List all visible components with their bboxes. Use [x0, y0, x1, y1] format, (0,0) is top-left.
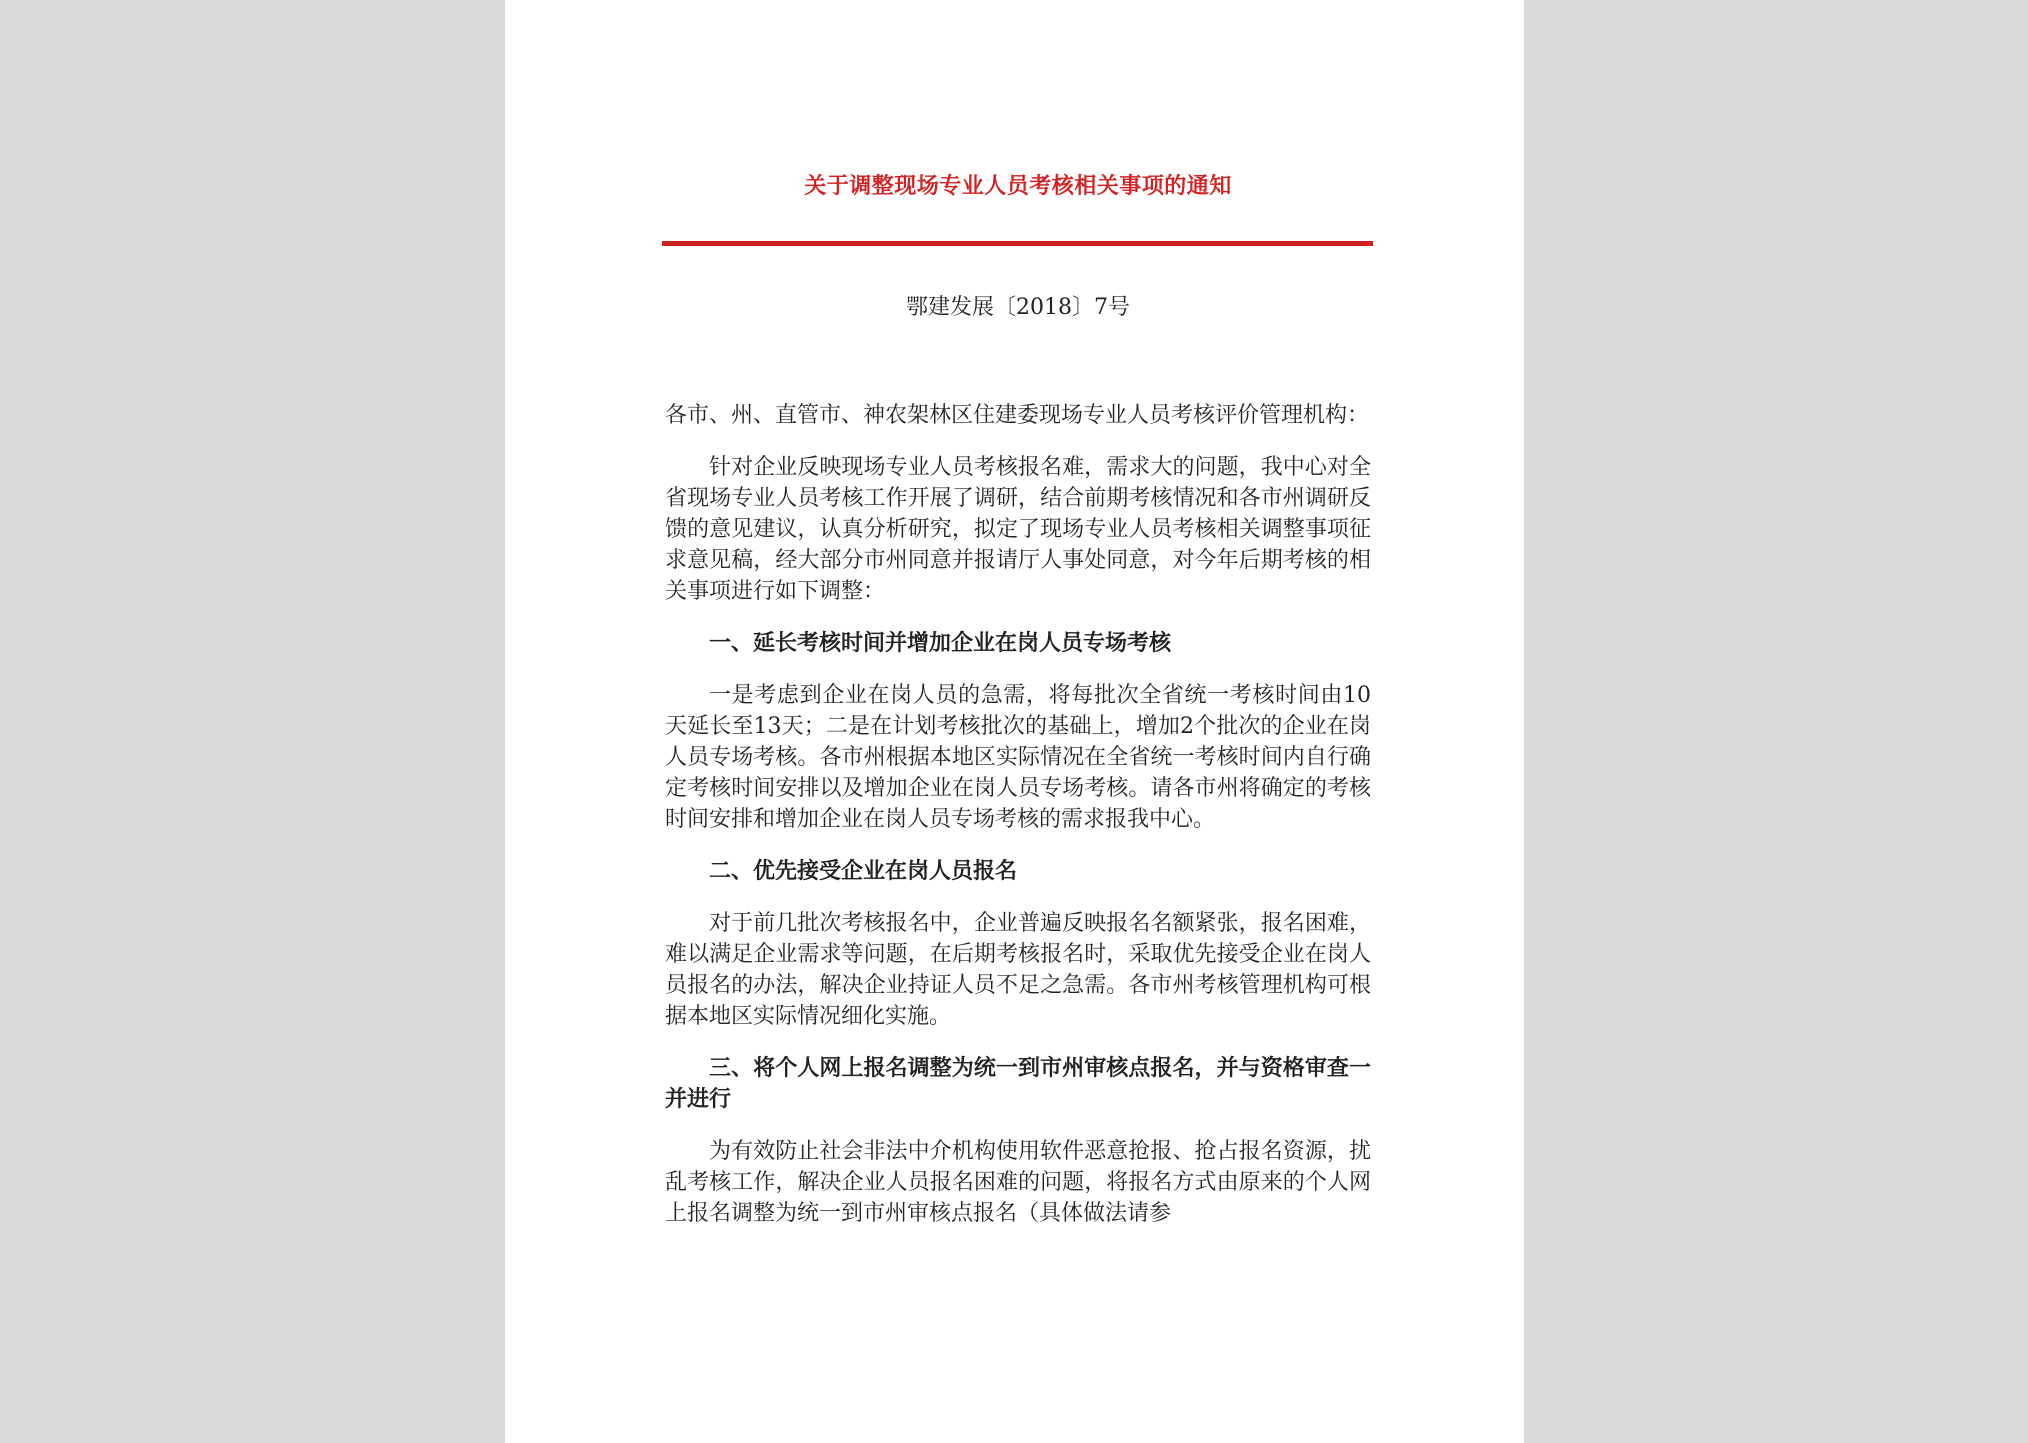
- document-page: [505, 0, 1524, 1443]
- document-number: 鄂建发展〔2018〕7号: [906, 295, 1130, 320]
- addressee: 各市、州、直管市、神农架林区住建委现场专业人员考核评价管理机构：: [665, 403, 1370, 428]
- paragraph-section-3: 为有效防止社会非法中介机构使用软件恶意抢报、抢占报名资源，扰乱考核工作，解决企业人员报名困难的问题，将报名方式由原来的个人网上报名调整为统一到市州审核点报名（具体做法请参: [665, 1139, 1371, 1226]
- section-heading-3: 三、将个人网上报名调整为统一到市州审核点报名，并与资格审查一并进行: [665, 1056, 1371, 1112]
- section-heading-2: 二、优先接受企业在岗人员报名: [709, 859, 1018, 884]
- paragraph-intro: 针对企业反映现场专业人员考核报名难，需求大的问题，我中心对全省现场专业人员考核工作开展了调研，结合前期考核情况和各市州调研反馈的意见建议，认真分析研究，拟定了现场专业人员考核相关调整事项征求意见稿，经大部分市州同意并报请厅人事处同意，对今年后期考核的相关事项进行如下调整：: [665, 455, 1371, 604]
- document-title: 关于调整现场专业人员考核相关事项的通知: [804, 174, 1232, 199]
- red-header-rule: [662, 241, 1373, 246]
- paragraph-section-1: 一是考虑到企业在岗人员的急需，将每批次全省统一考核时间由10天延长至13天；二是在计划考核批次的基础上，增加2个批次的企业在岗人员专场考核。各市州根据本地区实际情况在全省统一考核时间内自行确定考核时间安排以及增加企业在岗人员专场考核。请各市州将确定的考核时间安排和增加企业在岗人员专场考核的需求报我中心。: [665, 683, 1371, 832]
- section-heading-1: 一、延长考核时间并增加企业在岗人员专场考核: [709, 631, 1172, 656]
- document-body: [665, 400, 1371, 1250]
- paragraph-section-2: 对于前几批次考核报名中，企业普遍反映报名名额紧张，报名困难，难以满足企业需求等问题，在后期考核报名时，采取优先接受企业在岗人员报名的办法，解决企业持证人员不足之急需。各市州考核管理机构可根据本地区实际情况细化实施。: [665, 911, 1371, 1029]
